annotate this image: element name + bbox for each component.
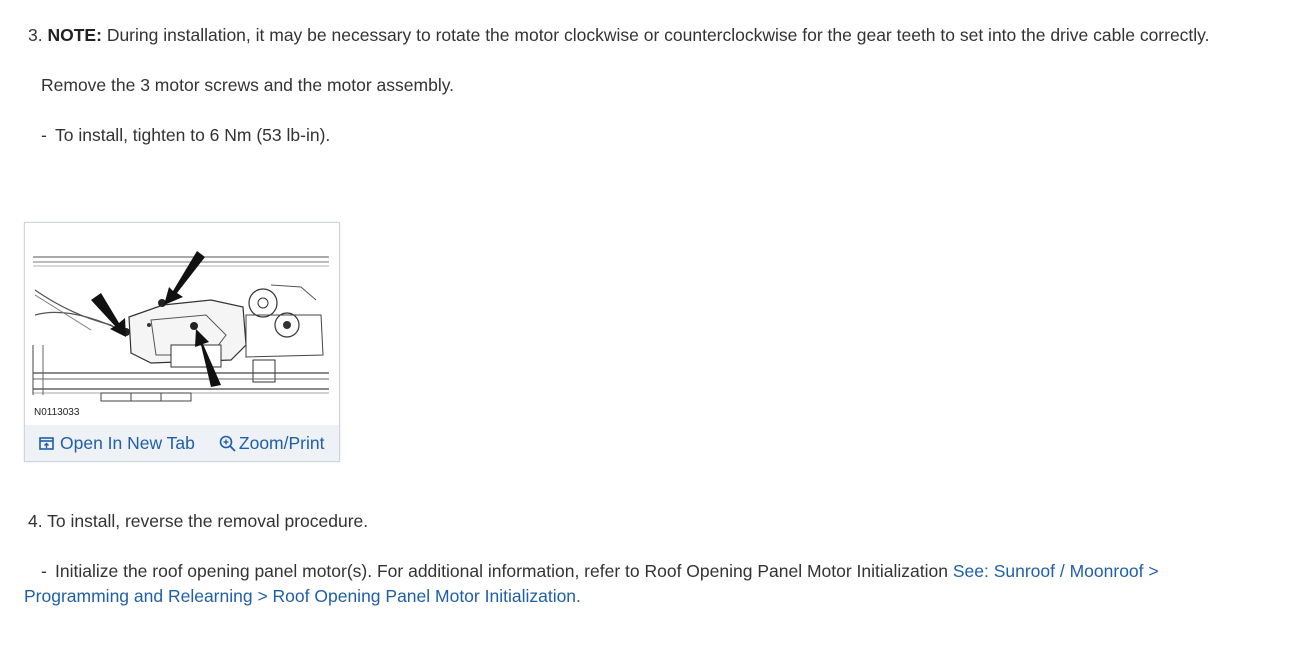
zoom-print-link[interactable]	[219, 433, 325, 454]
figure	[24, 222, 340, 462]
open-in-new-tab-label: Open In New Tab	[60, 432, 195, 453]
step-4-substep	[24, 559, 1224, 609]
substep-text: To install, tighten to 6 Nm (53 lb-in).	[55, 125, 331, 145]
motor-illustration[interactable]	[31, 245, 331, 421]
figure-id: N0113033	[34, 407, 80, 418]
step-3-instruction: Remove the 3 motor screws and the motor assembly.	[41, 75, 455, 95]
substep-text: Initialize the roof opening panel motor(s). For additional information, refer to Roof Opening Panel Motor Initialization	[55, 561, 948, 581]
dash: -	[41, 125, 47, 145]
figure-toolbar	[25, 425, 339, 461]
dash: -	[41, 561, 47, 581]
step-4	[28, 509, 368, 533]
step-4-text: To install, reverse the removal procedure.	[47, 511, 369, 531]
zoom-icon	[219, 435, 236, 452]
open-in-new-tab-link[interactable]	[39, 433, 195, 454]
step-number: 3.	[28, 25, 43, 45]
step-3	[28, 23, 1210, 47]
step-number: 4.	[28, 511, 43, 531]
note-text: During installation, it may be necessary to rotate the motor clockwise or counterclockwise for the gear teeth to set into the drive cable correctly.	[106, 25, 1210, 45]
note-label: NOTE:	[47, 25, 102, 45]
open-in-new-tab-icon	[39, 437, 54, 450]
zoom-print-label: Zoom/Print	[238, 432, 325, 453]
see-reference-link[interactable]: See: Sunroof / Moonroof > Programming and Relearning > Roof Opening Panel Motor Initialization.	[24, 561, 1159, 606]
step-3-substep	[41, 123, 330, 147]
